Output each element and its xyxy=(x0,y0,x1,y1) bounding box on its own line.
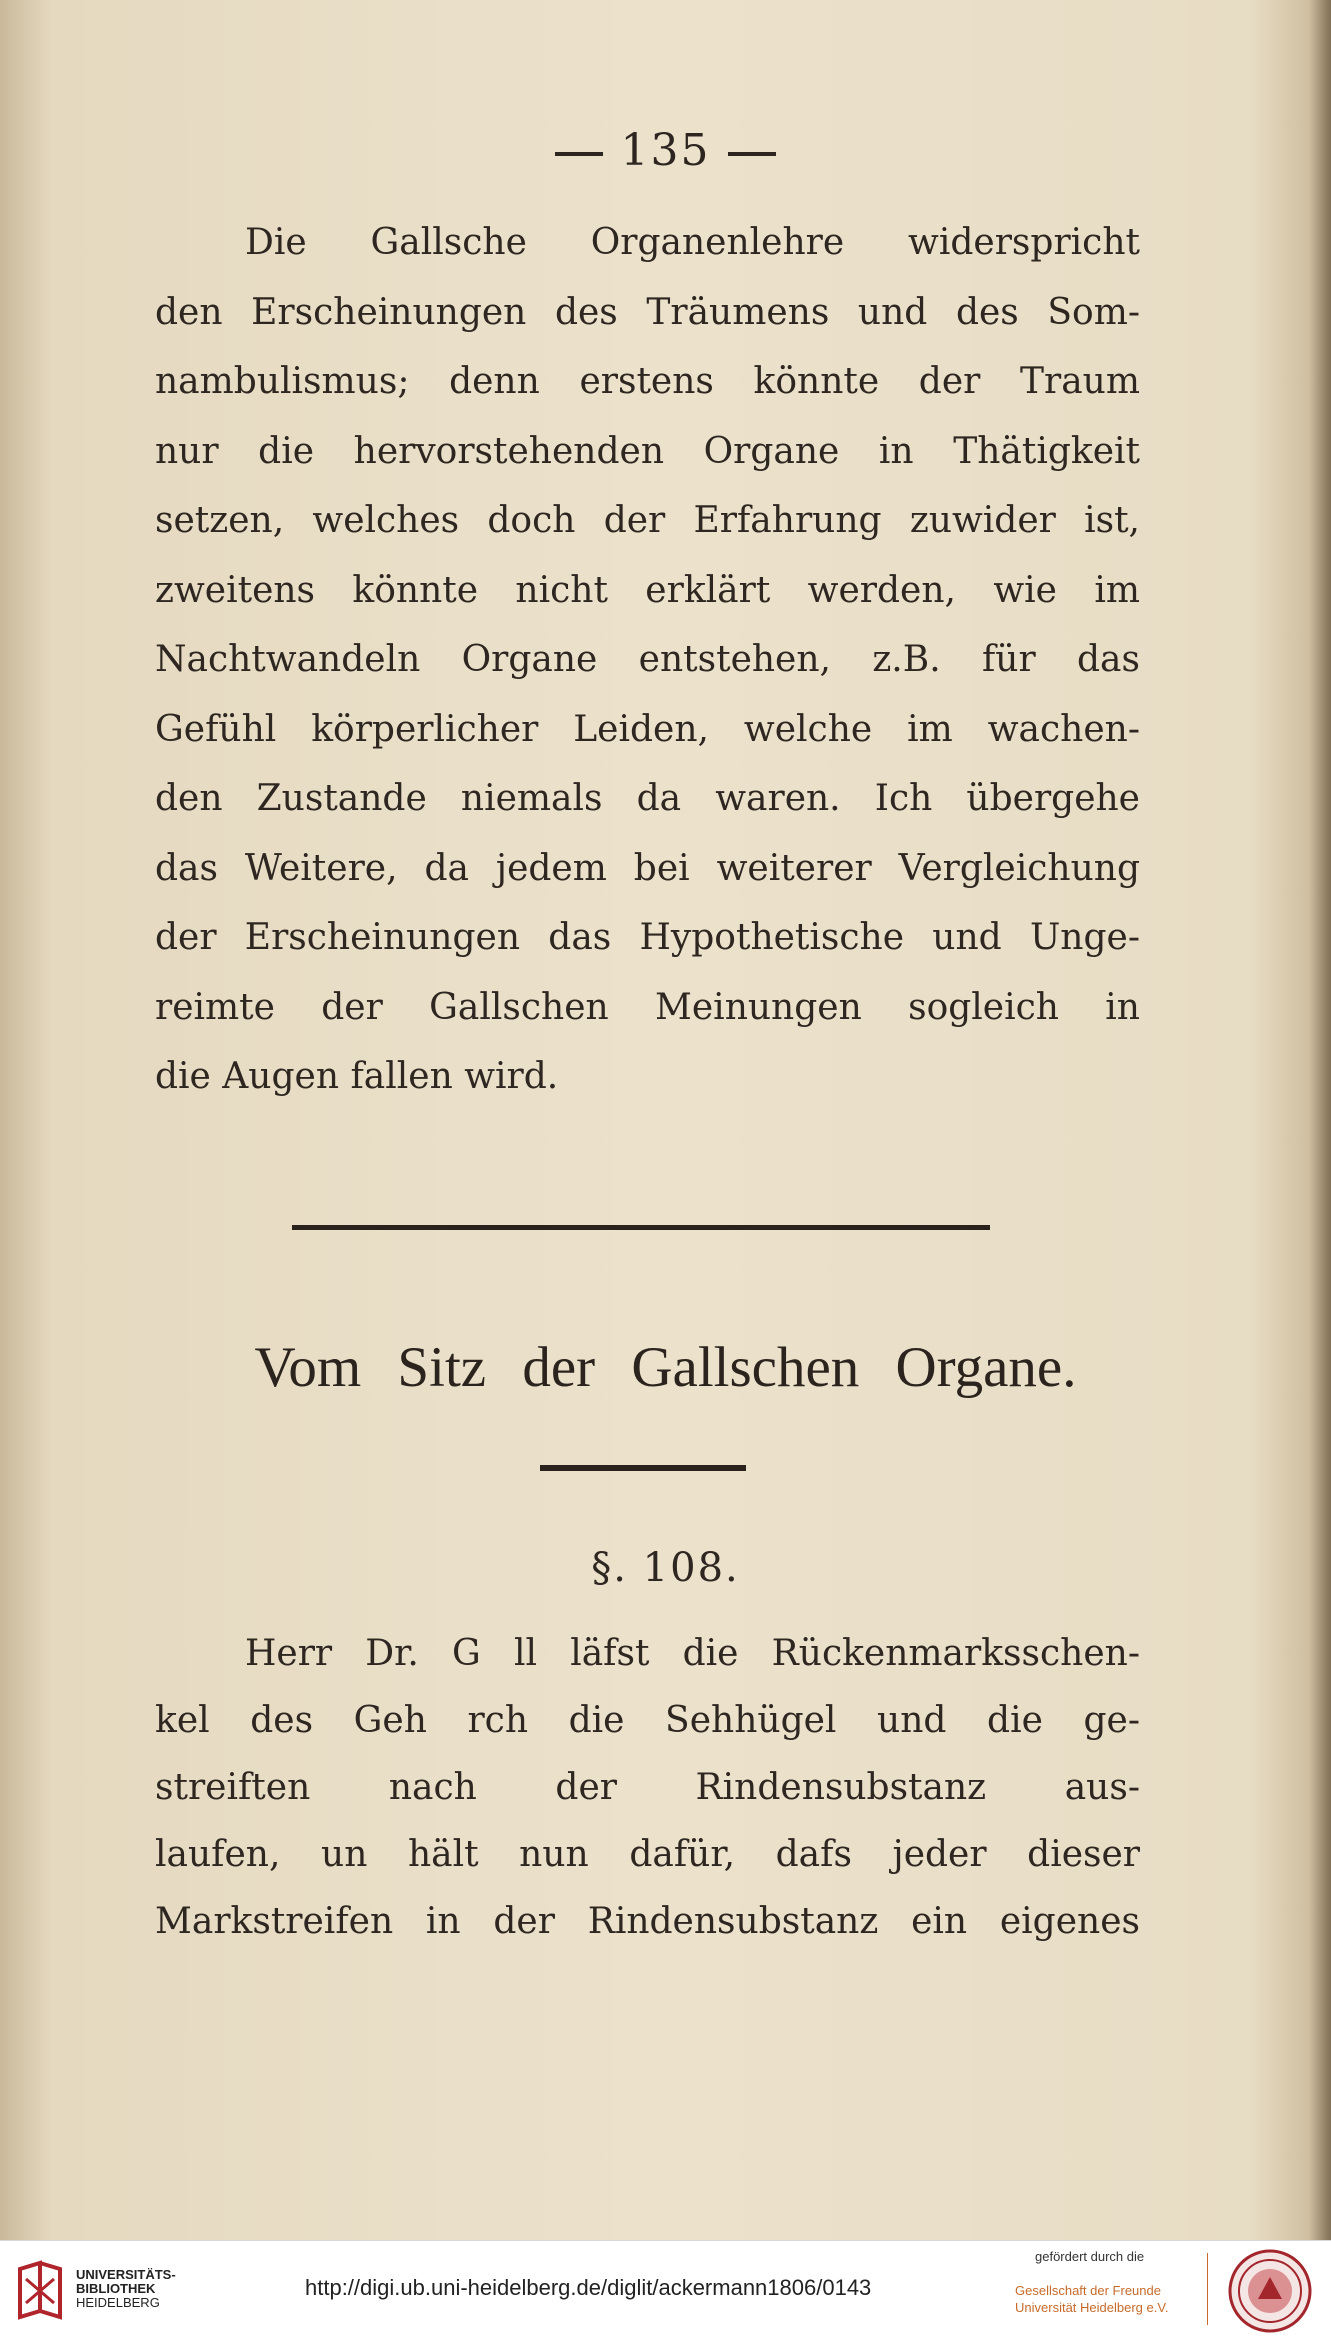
text-line: nur die hervorstehenden Organe in Thätigkeit xyxy=(155,430,1140,472)
sponsor-lead: gefördert durch die xyxy=(1035,2249,1145,2264)
digitization-footer xyxy=(0,2240,1331,2337)
library-name-line: BIBLIOTHEK xyxy=(76,2281,156,2296)
text-line: Nachtwandeln Organe entstehen, z.B. für das xyxy=(155,639,1140,680)
library-name-line: UNIVERSITÄTS- xyxy=(76,2267,176,2282)
page-number-text: 135 xyxy=(620,125,711,176)
library-logo-icon xyxy=(14,2259,66,2321)
text-line: zweitens könnte nicht erklärt werden, wie im xyxy=(155,569,1140,611)
text-line: den Erscheinungen des Träumens und des Som- xyxy=(155,291,1140,333)
section-heading: Vom Sitz der Gallschen Organe. xyxy=(254,1336,1077,1399)
library-name-line: HEIDELBERG xyxy=(76,2295,160,2310)
heading-underline-rule xyxy=(540,1465,746,1471)
paragraph-1 xyxy=(155,208,1140,1112)
text-line: das Weitere, da jedem bei weiterer Vergleichung xyxy=(155,847,1140,889)
text-line: den Zustande niemals da waren. Ich übergehe xyxy=(155,778,1140,819)
permalink-url[interactable]: http://digi.ub.uni-heidelberg.de/diglit/ackermann1806/0143 xyxy=(305,2275,872,2300)
paragraph-2 xyxy=(155,1620,1140,1955)
sponsor-name xyxy=(1015,2282,1215,2316)
text-line: kel des Geh rch die Sehhügel und die ge- xyxy=(155,1700,1140,1741)
text-line: Markstreifen in der Rindensubstanz ein eigenes xyxy=(155,1901,1140,1942)
dash-left xyxy=(555,152,603,156)
text-line: Die Gallsche Organenlehre widerspricht xyxy=(245,222,1140,263)
section-divider-rule xyxy=(292,1225,990,1230)
sponsor-name-line: Universität Heidelberg e.V. xyxy=(1015,2300,1169,2315)
page-number xyxy=(0,125,1331,176)
text-line: der Erscheinungen das Hypothetische und Unge- xyxy=(155,917,1140,958)
text-line: Gefühl körperlicher Leiden, welche im wachen- xyxy=(155,708,1140,750)
sponsor-name-line: Gesellschaft der Freunde xyxy=(1015,2283,1161,2298)
sponsor-credit xyxy=(1015,2249,1215,2316)
section-number: §. 108. xyxy=(591,1545,740,1591)
text-line: laufen, un hält nun dafür, dafs jeder dieser xyxy=(155,1834,1140,1875)
text-line: streiften nach der Rindensubstanz aus- xyxy=(155,1767,1140,1808)
text-line: die Augen fallen wird. xyxy=(155,1056,559,1097)
text-line: reimte der Gallschen Meinungen sogleich in xyxy=(155,986,1140,1028)
text-line: setzen, welches doch der Erfahrung zuwider ist, xyxy=(155,500,1140,541)
footer-divider xyxy=(1207,2253,1208,2325)
dash-right xyxy=(728,152,776,156)
text-line: Herr Dr. G ll läfst die Rückenmarksschen- xyxy=(245,1633,1140,1674)
library-name xyxy=(76,2268,176,2310)
university-seal-icon xyxy=(1228,2249,1312,2333)
text-line: nambulismus; denn erstens könnte der Traum xyxy=(155,361,1140,402)
